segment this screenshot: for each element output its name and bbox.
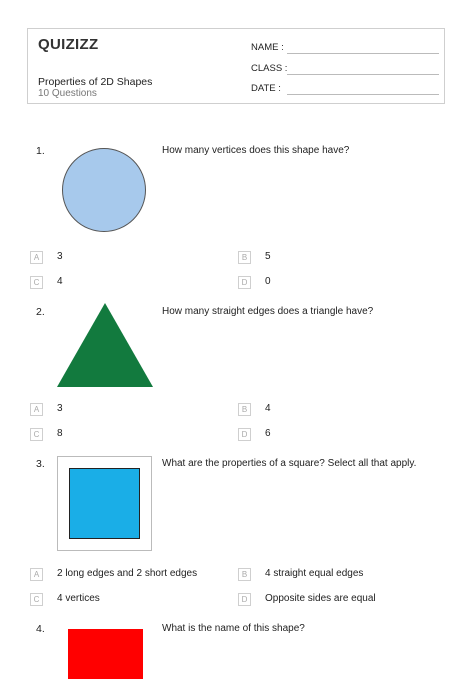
worksheet-header [27,28,445,104]
question-count: 10 Questions [38,88,97,99]
class-label: CLASS : [251,63,288,74]
q3-option-d-letter[interactable]: D [238,593,251,606]
name-line [287,53,439,54]
q1-option-b-letter[interactable]: B [238,251,251,264]
q2-option-c-text[interactable]: 8 [57,428,63,439]
square-shape [69,468,140,539]
q2-option-b-text[interactable]: 4 [265,403,271,414]
triangle-shape [57,303,153,387]
q1-option-a-text[interactable]: 3 [57,251,63,262]
date-line [287,94,439,95]
question-2-text: How many straight edges does a triangle have? [162,306,374,317]
name-field[interactable] [251,42,284,53]
q3-option-d-text[interactable]: Opposite sides are equal [265,593,376,604]
class-line [287,74,439,75]
question-4-number: 4. [36,623,45,635]
q3-option-b-letter[interactable]: B [238,568,251,581]
q3-option-c-text[interactable]: 4 vertices [57,593,100,604]
date-field[interactable] [251,83,281,94]
date-label: DATE : [251,83,281,94]
q1-option-b-text[interactable]: 5 [265,251,271,262]
circle-shape [62,148,146,232]
q3-option-c-letter[interactable]: C [30,593,43,606]
question-2-number: 2. [36,306,45,318]
q3-option-b-text[interactable]: 4 straight equal edges [265,568,364,579]
question-1-number: 1. [36,145,45,157]
q3-option-a-letter[interactable]: A [30,568,43,581]
question-3-text: What are the properties of a square? Select all that apply. [162,458,417,469]
q2-option-d-text[interactable]: 6 [265,428,271,439]
question-3-number: 3. [36,458,45,470]
q2-option-a-text[interactable]: 3 [57,403,63,414]
class-field[interactable] [251,63,287,74]
q1-option-c-letter[interactable]: C [30,276,43,289]
q1-option-d-text[interactable]: 0 [265,276,271,287]
q3-option-a-text[interactable]: 2 long edges and 2 short edges [57,568,198,579]
rectangle-shape [68,629,143,679]
q1-option-a-letter[interactable]: A [30,251,43,264]
q2-option-c-letter[interactable]: C [30,428,43,441]
q2-option-b-letter[interactable]: B [238,403,251,416]
question-1-text: How many vertices does this shape have? [162,145,350,156]
worksheet-title: Properties of 2D Shapes [38,76,153,88]
question-4-text: What is the name of this shape? [162,623,305,634]
q2-option-a-letter[interactable]: A [30,403,43,416]
square-image-frame [57,456,152,551]
quizizz-logo: QUIZIZZ [38,36,99,53]
q2-option-d-letter[interactable]: D [238,428,251,441]
name-label: NAME : [251,42,284,53]
q1-option-c-text[interactable]: 4 [57,276,63,287]
q1-option-d-letter[interactable]: D [238,276,251,289]
